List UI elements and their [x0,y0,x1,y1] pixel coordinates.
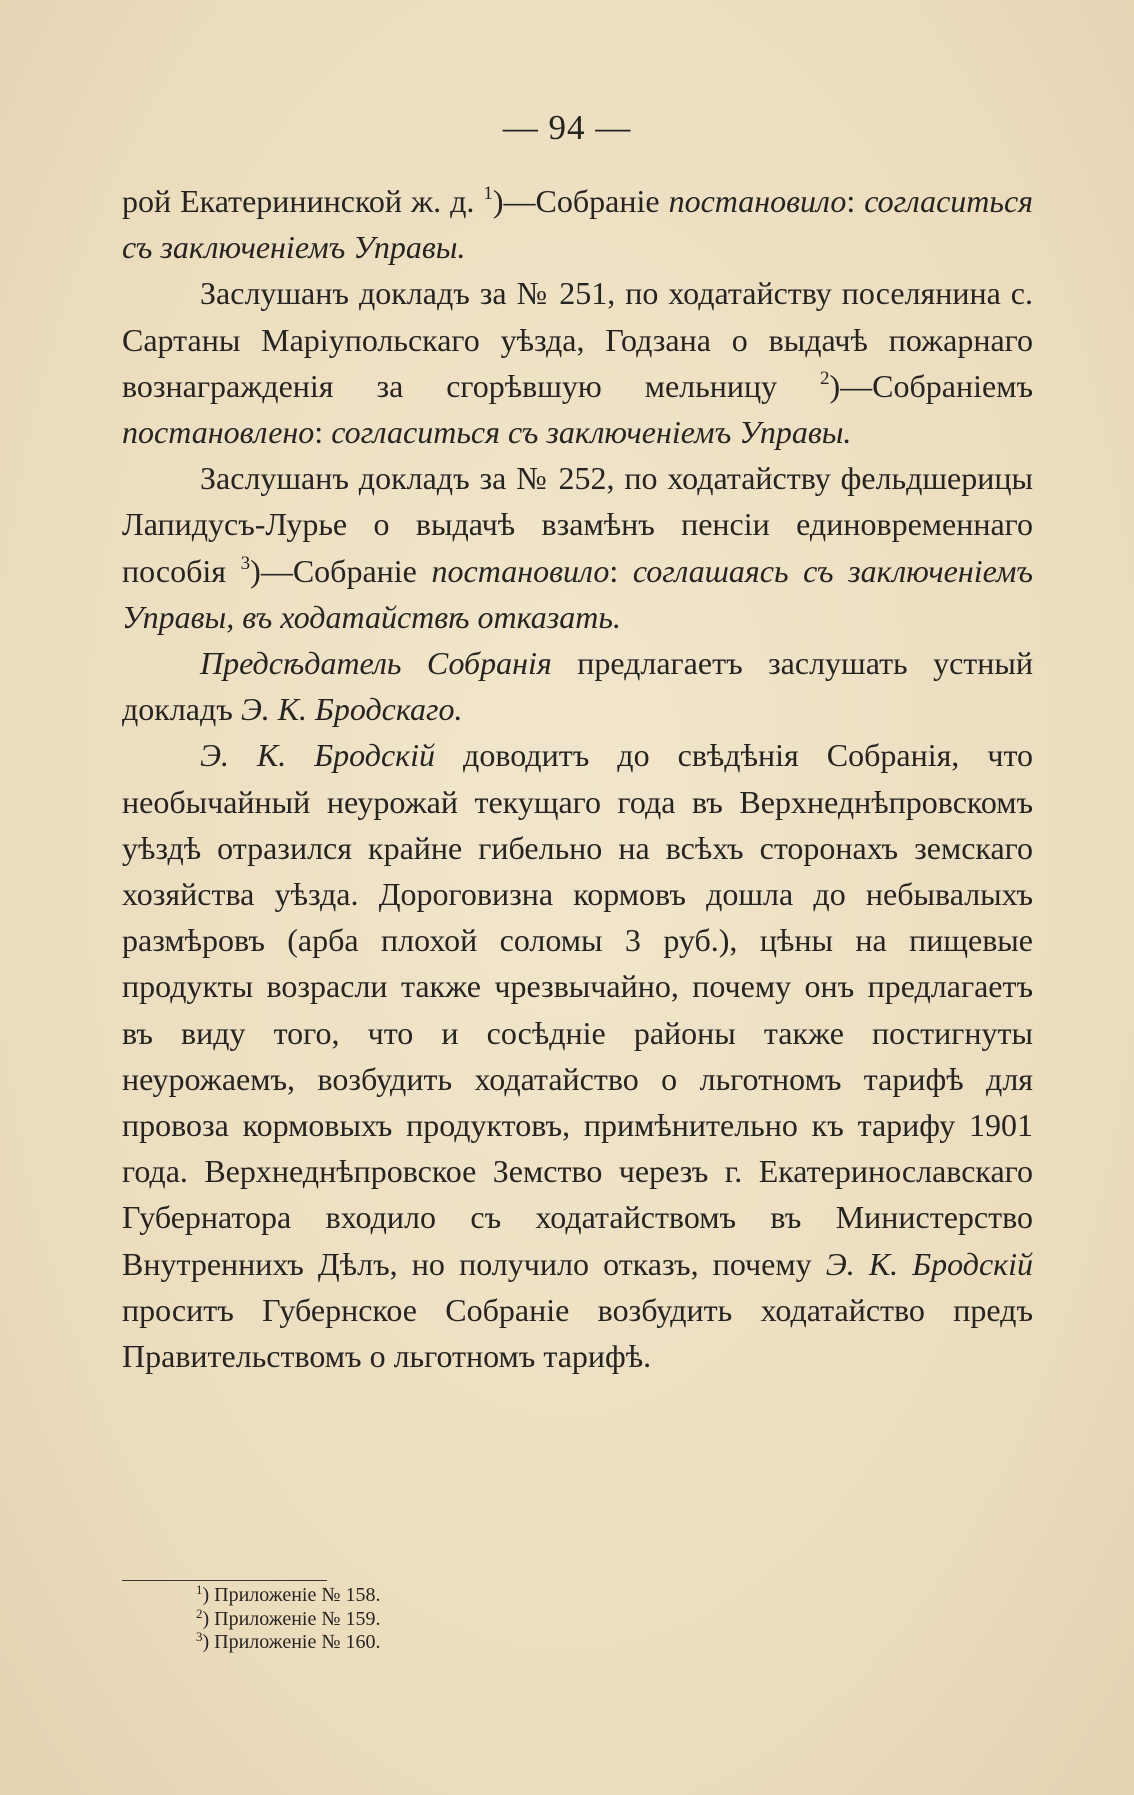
italic-run: постановлено [122,414,315,451]
text-run: )—Собраніе [492,183,669,219]
text-run: )—Собраніе [250,552,432,589]
italic-run: постановило [668,183,847,219]
italic-run: Э. К. Бродскій [200,737,435,774]
footnote-reference: 1 [483,183,493,204]
italic-run: согласиться съ заключеніемъ Управы. [331,414,852,451]
text-run: : [314,414,332,451]
text-run: : [609,552,633,589]
footnote [196,1605,381,1632]
text-run: Заслушанъ докладъ за № 251, по ходатайству поселянина с. Сартаны Маріупольскаго уѣзда, Годзана о выдачѣ пожарнаго вознагражденія за сгорѣвшую мельницу [122,275,1033,404]
page-number: — 94 — [502,108,632,147]
footnote-reference: 2 [820,367,830,389]
text-run: Заслушанъ докладъ за № 252, по ходатайству фельдшерицы Лапидусъ-Лурье о выдачѣ взамѣнъ пенсіи единовременнаго пособія [122,460,1033,589]
paragraph [122,270,1033,455]
italic-run: Э. К. Бродскій [825,1245,1034,1282]
paragraph [122,455,1033,640]
footnotes [196,1584,380,1655]
text-run: предлагаетъ заслушать устный докладъ [122,645,1033,728]
text-run: доводитъ до свѣдѣнія Собранія, что необычайный неурожай текущаго года въ Верхнеднѣпровскомъ уѣздѣ отразился крайне гибельно на всѣхъ сторонахъ земскаго хозяйства уѣзда. Дороговизна кормовъ дошла до небывалыхъ размѣровъ (арба плохой соломы 3 руб.), цѣны на пищевые продукты возрасли также чрезвычайно, почему онъ предлагаетъ въ виду того, что и сосѣдніе районы также постигнуты неурожаемъ, возбудить ходатайство о льготномъ тарифѣ для провоза кормовыхъ продуктовъ, примѣнительно къ тарифу 1901 года. Верхнеднѣпровское Земство черезъ г. Екатеринославскаго Губернатора входило съ ходатайствомъ въ Министерство Внутреннихъ Дѣлъ, но получило отказъ, почему [122,737,1033,1282]
paragraph [122,732,1033,1379]
footnote-rule [122,1580,327,1581]
italic-run: Э. К. Бродскаго. [240,691,463,728]
footnote-mark: 2 [196,1605,203,1621]
footnote-mark: 3 [196,1629,203,1644]
footnote-reference: 3 [240,552,251,574]
footnote-text: ) Приложеніе № 160. [202,1631,381,1653]
paragraph [122,178,1033,270]
footnote-mark: 1 [196,1582,203,1597]
text-run: рой Екатерининской ж. д. [122,183,484,219]
footnote [196,1584,380,1608]
paragraph [122,640,1033,732]
footnote [196,1631,380,1655]
text-run: )—Собраніемъ [829,367,1033,404]
italic-run: соглашаясь съ заключеніемъ Управы, въ ходатайствѣ отказать. [122,552,1034,635]
italic-run: Предсѣдатель Собранія [200,645,552,682]
italic-run: постановило [431,552,610,589]
body-text [122,178,1033,1379]
italic-run: согласиться съ заключеніемъ Управы. [122,183,1034,266]
footnote-text: ) Приложеніе № 158. [202,1584,381,1606]
footnote-text: ) Приложеніе № 159. [202,1607,381,1630]
text-run: : [846,183,865,219]
text-run: проситъ Губернское Собраніе возбудить ходатайство предъ Правительствомъ о льготномъ тарифѣ. [122,1291,1033,1375]
